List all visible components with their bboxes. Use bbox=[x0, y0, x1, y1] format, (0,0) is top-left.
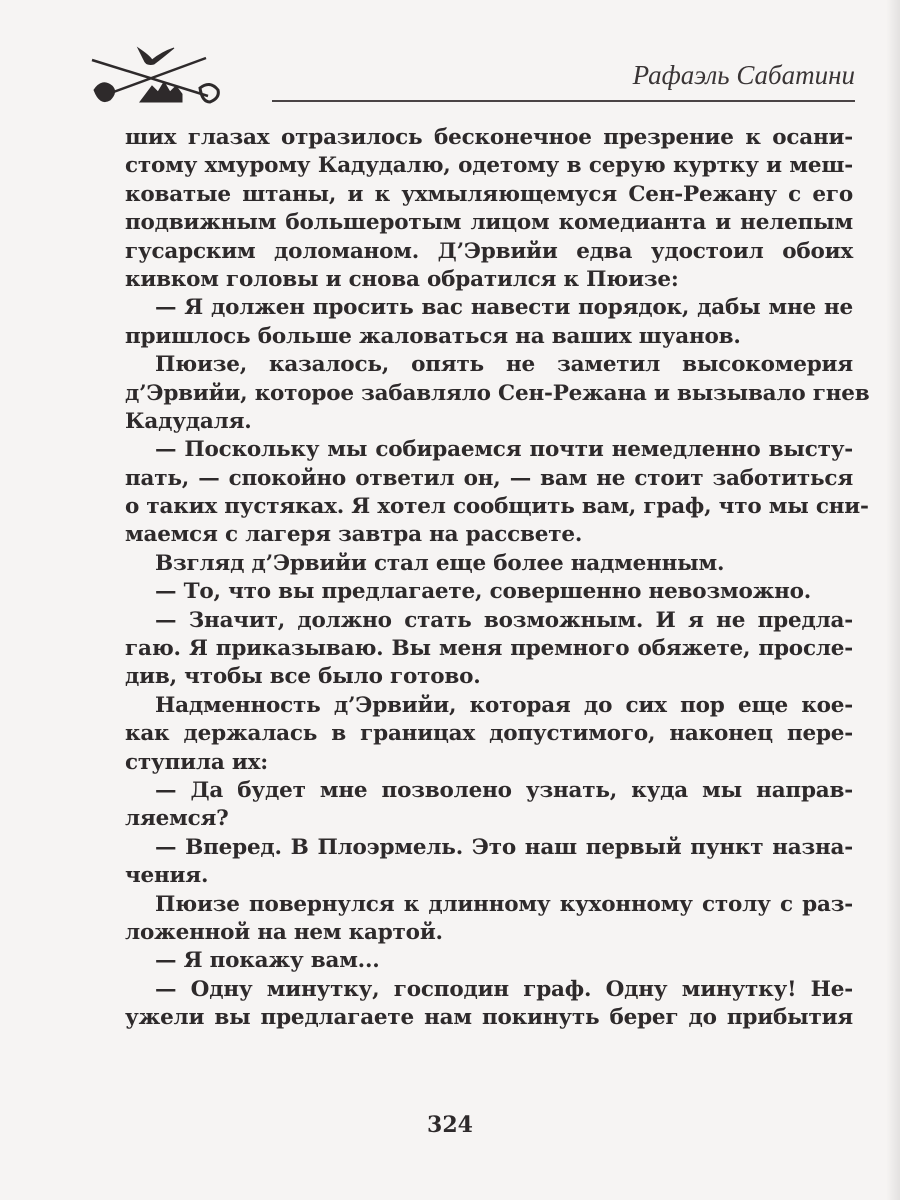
text-line: Кадудаля. bbox=[125, 408, 252, 434]
text-line: — Одну минутку, господин граф. Одну минутку! Не- bbox=[155, 976, 853, 1002]
text-line: — Значит, должно стать возможным. И я не предла- bbox=[155, 607, 853, 633]
text-line: Взгляд д’Эрвийи стал еще более надменным. bbox=[155, 550, 725, 576]
text-line: — Поскольку мы собираемся почти немедленно высту- bbox=[155, 437, 853, 463]
text-line: гаю. Я приказываю. Вы меня премного обяжете, просле- bbox=[125, 636, 853, 662]
text-line: ляемся? bbox=[125, 806, 229, 832]
text-line: ших глазах отразилось бесконечное презрение к осани- bbox=[125, 125, 853, 150]
text-line: Пюизе, казалось, опять не заметил высокомерия bbox=[155, 352, 853, 378]
text-line: подвижным большеротым лицом комедианта и нелепым bbox=[125, 210, 853, 236]
text-line: как держалась в границах допустимого, наконец пере- bbox=[125, 721, 853, 747]
text-line: див, чтобы все было готово. bbox=[125, 664, 481, 690]
body-text bbox=[125, 124, 870, 1033]
text-line: пришлось больше жаловаться на ваших шуанов. bbox=[125, 323, 741, 349]
text-line: ступила их: bbox=[125, 749, 268, 775]
text-line: чения. bbox=[125, 863, 209, 889]
text-line: — Я должен просить вас навести порядок, дабы мне не bbox=[155, 295, 853, 321]
text-line: пать, — спокойно ответил он, — вам не стоит заботиться bbox=[125, 465, 853, 491]
text-line: стому хмурому Кадудалю, одетому в серую куртку и меш- bbox=[125, 153, 853, 179]
text-line: д’Эрвийи, которое забавляло Сен-Режана и вызывало гнев bbox=[125, 380, 870, 406]
text-line: о таких пустяках. Я хотел сообщить вам, граф, что мы сни- bbox=[125, 494, 869, 520]
text-line: гусарским доломаном. Д’Эрвийи едва удостоил обоих bbox=[125, 238, 853, 264]
page-edge-shadow bbox=[886, 0, 900, 1200]
text-line: коватые штаны, и к ухмыляющемуся Сен-Режану с его bbox=[125, 181, 853, 207]
text-line: ложенной на нем картой. bbox=[125, 919, 443, 945]
header-rule bbox=[272, 100, 855, 102]
swords-eagle-crown-emblem-icon bbox=[88, 44, 228, 112]
running-title-author: Рафаэль Сабатини bbox=[632, 60, 855, 90]
text-line: маемся с лагеря завтра на рассвете. bbox=[125, 522, 583, 548]
text-line: — Вперед. В Плоэрмель. Это наш первый пункт назна- bbox=[155, 834, 853, 860]
text-line: — То, что вы предлагаете, совершенно невозможно. bbox=[155, 579, 812, 605]
text-line: кивком головы и снова обратился к Пюизе: bbox=[125, 266, 679, 292]
text-line: — Да будет мне позволено узнать, куда мы направ- bbox=[155, 777, 853, 803]
text-line: ужели вы предлагаете нам покинуть берег до прибытия bbox=[125, 1005, 853, 1031]
text-line: — Я покажу вам... bbox=[155, 948, 380, 974]
text-line: Пюизе повернулся к длинному кухонному столу с раз- bbox=[155, 891, 853, 917]
text-line: Надменность д’Эрвийи, которая до сих пор еще кое- bbox=[155, 692, 853, 718]
page-number: 324 bbox=[427, 1112, 473, 1138]
